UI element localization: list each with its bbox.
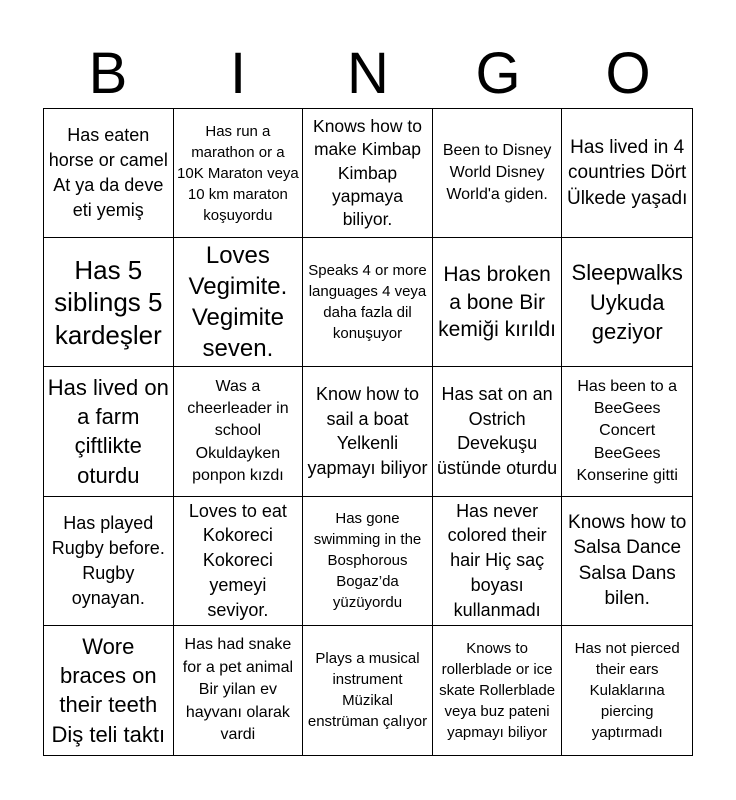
cell-text: Has lived in 4 countries Dört Ülkede yaşadı (566, 137, 688, 209)
cell-text: Wore braces on their teeth Diş teli taktı (51, 633, 166, 747)
bingo-cell[interactable] (303, 497, 433, 626)
bingo-header (43, 40, 693, 108)
bingo-cell[interactable] (303, 109, 433, 238)
bingo-cell[interactable] (44, 109, 174, 238)
cell-text: Has lived on a farm çiftlikte oturdu (47, 374, 169, 488)
cell-text: Has eaten horse or camel At ya da deve eti yemiş (48, 125, 168, 220)
bingo-cell[interactable] (433, 109, 563, 238)
cell-text: Know how to sail a boat Yelkenli yapmayı biliyor (307, 383, 428, 479)
bingo-cell[interactable] (174, 367, 304, 496)
cell-text: Has 5 siblings 5 kardeşler (54, 254, 163, 350)
cell-text: Sleepwalks Uykuda geziyor (571, 260, 683, 344)
header-letter-o: O (605, 41, 651, 106)
bingo-cell[interactable] (174, 109, 304, 238)
cell-text: Been to Disney World Disney World'a giden. (442, 141, 552, 204)
cell-text: Has gone swimming in the Bosphorous Bogaz’da yüzüyordu (313, 510, 422, 612)
cell-text: Has run a marathon or a 10K Maraton veya 10 km maraton koşuyordu (177, 122, 299, 224)
bingo-cell[interactable] (174, 238, 304, 367)
header-letter-g: G (475, 41, 521, 106)
bingo-cell[interactable] (303, 626, 433, 755)
cell-text: Loves to eat Kokoreci Kokoreci yemeyi seviyor. (188, 500, 287, 620)
bingo-cell[interactable] (562, 238, 692, 367)
bingo-cell[interactable] (303, 238, 433, 367)
cell-text: Knows how to make Kimbap Kimbap yapmaya biliyor. (313, 116, 422, 229)
cell-text: Has had snake for a pet animal Bir yilan ev hayvanı olarak vardi (182, 636, 294, 743)
bingo-cell[interactable] (303, 367, 433, 496)
bingo-cell[interactable] (562, 497, 692, 626)
cell-text: Knows how to Salsa Dance Salsa Dans bilen. (568, 512, 687, 609)
cell-text: Was a cheerleader in school Okuldayken ponpon kızdı (187, 377, 289, 485)
header-letter-n: N (347, 41, 389, 106)
cell-text: Knows to rollerblade or ice skate Rollerblade veya buz pateni yapmayı biliyor (439, 639, 556, 741)
cell-text: Has never colored their hair Hiç saç boyası kullanmadı (447, 500, 547, 620)
header-letter-i: I (229, 41, 247, 106)
bingo-cell[interactable] (433, 367, 563, 496)
bingo-cell[interactable] (44, 626, 174, 755)
bingo-cell[interactable] (562, 367, 692, 496)
cell-text: Speaks 4 or more languages 4 veya daha fazla dil konuşuyor (308, 262, 427, 343)
bingo-cell[interactable] (562, 109, 692, 238)
header-letter-b: B (88, 41, 128, 106)
bingo-cell[interactable] (433, 626, 563, 755)
bingo-cell[interactable] (174, 497, 304, 626)
bingo-cell[interactable] (44, 497, 174, 626)
bingo-cell[interactable] (174, 626, 304, 755)
cell-text: Has played Rugby before. Rugby oynayan. (51, 513, 165, 608)
cell-text: Has not pierced their ears Kulaklarına piercing yaptırmadı (574, 639, 680, 741)
bingo-cell[interactable] (433, 238, 563, 367)
cell-text: Has broken a bone Bir kemiği kırıldı (438, 263, 557, 341)
cell-text: Has sat on an Ostrich Devekuşu üstünde oturdu (437, 383, 558, 479)
bingo-cell[interactable] (433, 497, 563, 626)
bingo-cell[interactable] (562, 626, 692, 755)
bingo-board (43, 108, 693, 756)
bingo-cell[interactable] (44, 367, 174, 496)
cell-text: Plays a musical instrument Müzikal enstrüman çalıyor (307, 650, 428, 731)
cell-text: Has been to a BeeGees Concert BeeGees Konserine gitti (576, 377, 678, 485)
cell-text: Loves Vegimite. Vegimite seven. (188, 241, 288, 363)
bingo-cell[interactable] (44, 238, 174, 367)
